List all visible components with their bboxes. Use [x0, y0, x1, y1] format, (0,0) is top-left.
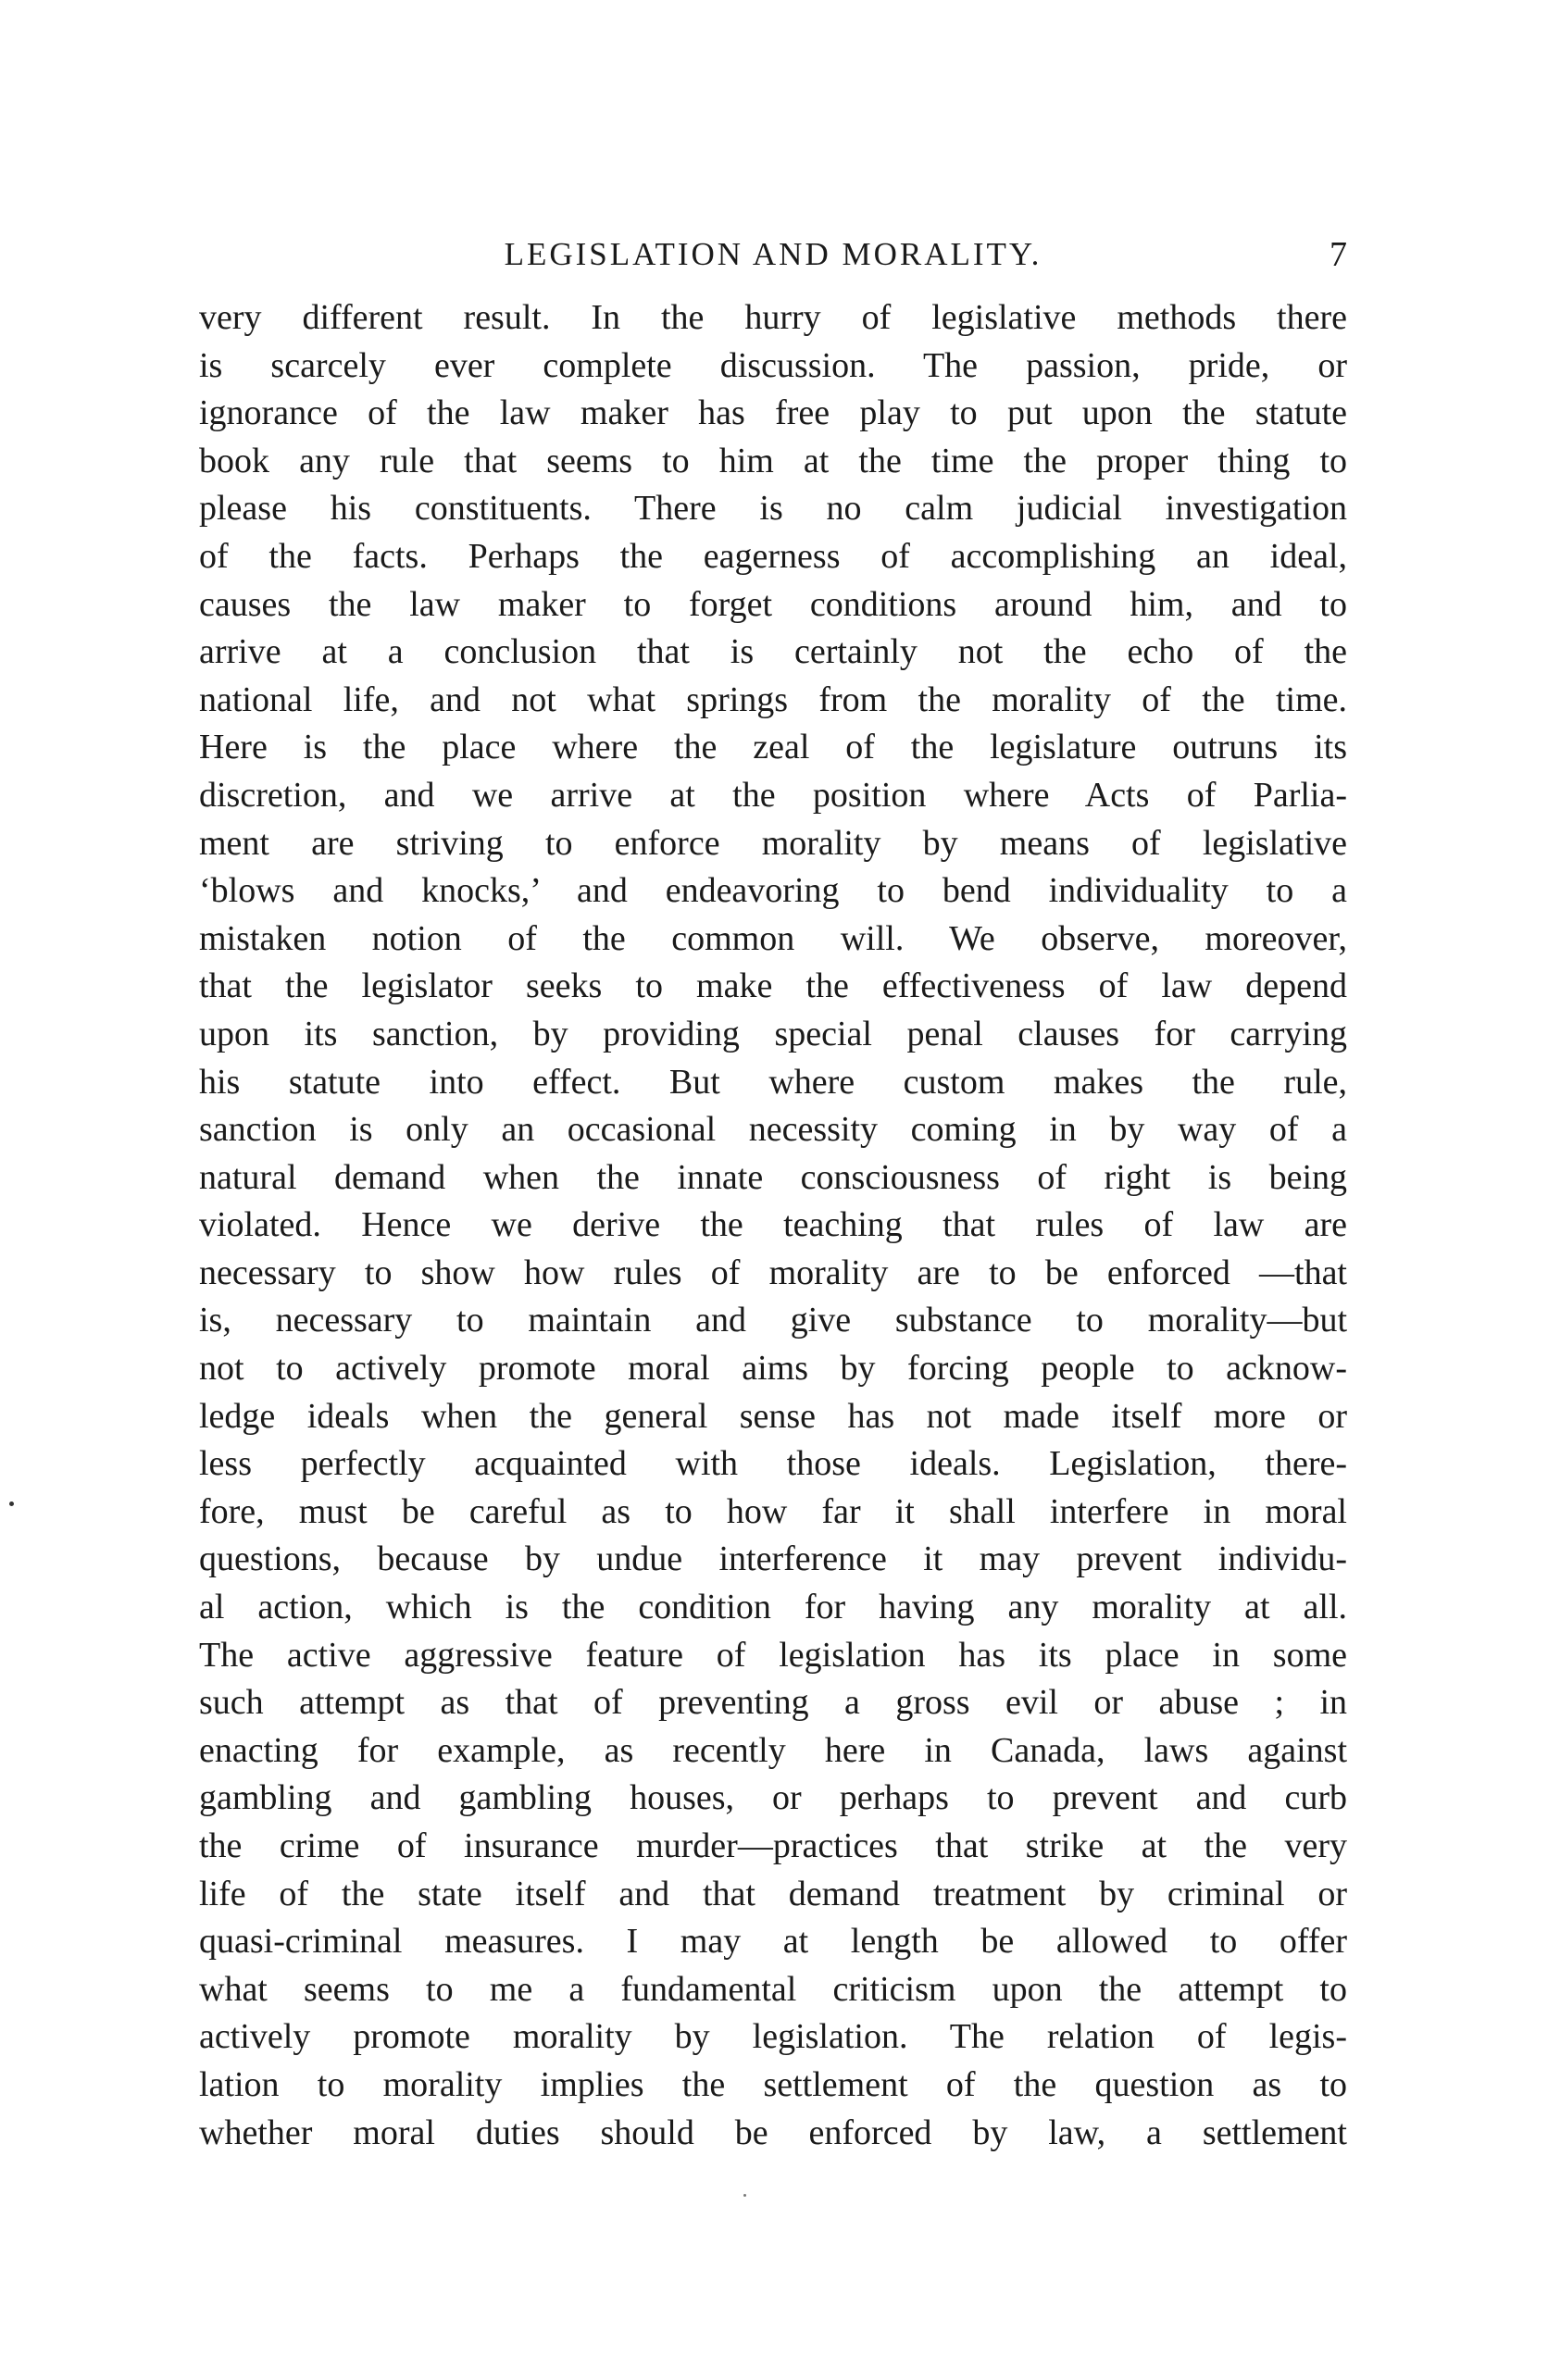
text-line: less perfectly acquainted with those ideals. Legislation, there-	[199, 1444, 1347, 1484]
text-line: fore, must be careful as to how far it shall interfere in moral	[199, 1491, 1347, 1531]
text-line: life of the state itself and that demand treatment by criminal or	[199, 1874, 1347, 1913]
margin-speck	[9, 1502, 14, 1506]
text-line: what seems to me a fundamental criticism upon the attempt to	[199, 1969, 1347, 2009]
text-line: whether moral duties should be enforced by law, a settlement	[199, 2112, 1347, 2152]
body-text	[199, 294, 1347, 2157]
running-head	[199, 227, 1347, 282]
text-line: questions, because by undue interference it may prevent individu-	[199, 1539, 1347, 1579]
text-line: al action, which is the condition for having any morality at all.	[199, 1588, 1347, 1627]
text-line: violated. Hence we derive the teaching that rules of law are	[199, 1205, 1347, 1245]
text-line: gambling and gambling houses, or perhaps to prevent and curb	[199, 1778, 1347, 1818]
text-line: of the facts. Perhaps the eagerness of accomplishing an ideal,	[199, 536, 1347, 576]
text-line: arrive at a conclusion that is certainly not the echo of the	[199, 632, 1347, 672]
text-line: The active aggressive feature of legislation has its place in some	[199, 1635, 1347, 1675]
text-line: necessary to show how rules of morality are to be enforced —that	[199, 1252, 1347, 1292]
page-number: 7	[1330, 235, 1347, 274]
running-title: LEGISLATION AND MORALITY.	[504, 236, 1042, 272]
text-line: book any rule that seems to him at the time the proper thing to	[199, 441, 1347, 480]
text-line: is, necessary to maintain and give substance to morality—but	[199, 1301, 1347, 1340]
text-line: such attempt as that of preventing a gross evil or abuse ; in	[199, 1683, 1347, 1723]
text-line: ledge ideals when the general sense has not made itself more or	[199, 1396, 1347, 1436]
text-line: actively promote morality by legislation. The relation of legis-	[199, 2017, 1347, 2057]
text-line: please his constituents. There is no calm judicial investigation	[199, 489, 1347, 529]
text-line: mistaken notion of the common will. We observe, moreover,	[199, 918, 1347, 958]
text-line: the crime of insurance murder—practices that strike at the very	[199, 1826, 1347, 1865]
text-line: not to actively promote moral aims by forcing people to acknow-	[199, 1349, 1347, 1389]
text-line: ment are striving to enforce morality by means of legislative	[199, 823, 1347, 863]
text-line: quasi-criminal measures. I may at length be allowed to offer	[199, 1922, 1347, 1962]
text-line: ‘blows and knocks,’ and endeavoring to bend individuality to a	[199, 871, 1347, 911]
text-line: causes the law maker to forget conditions around him, and to	[199, 584, 1347, 624]
text-line: that the legislator seeks to make the effectiveness of law depend	[199, 966, 1347, 1006]
text-line: his statute into effect. But where custom makes the rule,	[199, 1062, 1347, 1102]
text-line: is scarcely ever complete discussion. The passion, pride, or	[199, 345, 1347, 385]
text-line: lation to morality implies the settlement of the question as to	[199, 2064, 1347, 2104]
text-line: upon its sanction, by providing special penal clauses for carrying	[199, 1014, 1347, 1053]
text-line: discretion, and we arrive at the position where Acts of Parlia-	[199, 775, 1347, 815]
text-line: national life, and not what springs from the morality of the time.	[199, 679, 1347, 719]
text-line: natural demand when the innate consciousness of right is being	[199, 1157, 1347, 1197]
text-line: sanction is only an occasional necessity coming in by way of a	[199, 1110, 1347, 1150]
text-line: very different result. In the hurry of legislative methods there	[199, 298, 1347, 337]
text-line: ignorance of the law maker has free play to put upon the statute	[199, 393, 1347, 433]
text-line: Here is the place where the zeal of the legislature outruns its	[199, 728, 1347, 767]
text-line: enacting for example, as recently here in Canada, laws against	[199, 1730, 1347, 1770]
bottom-speck	[743, 2194, 746, 2197]
